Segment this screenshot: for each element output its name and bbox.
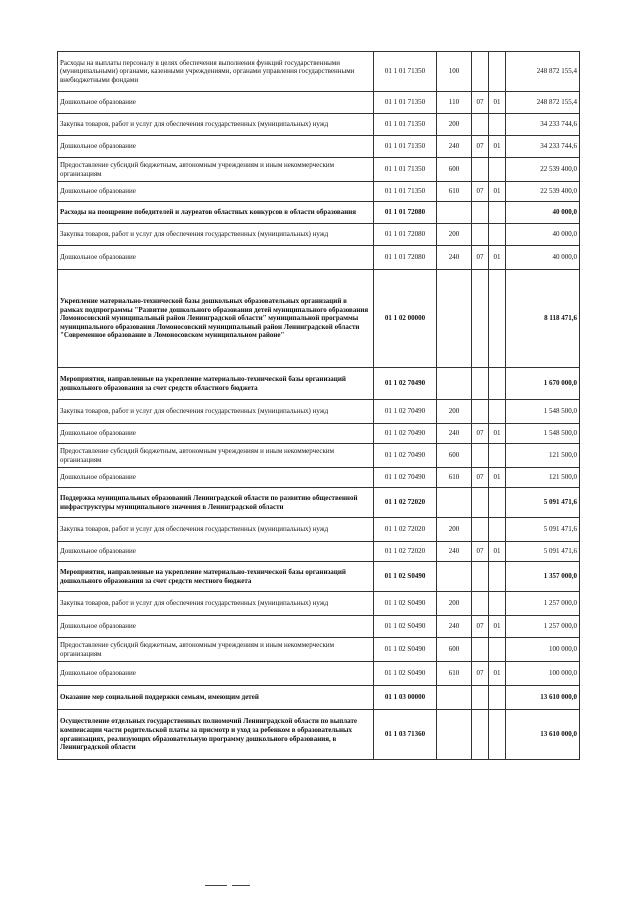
row-expense-type: 240 (437, 616, 472, 638)
row-target-code: 01 1 01 71350 (374, 52, 437, 92)
row-expense-type (437, 368, 472, 400)
row-section: 07 (472, 92, 489, 114)
row-section (472, 202, 489, 224)
row-subsection: 01 (489, 92, 506, 114)
row-amount: 34 233 744,6 (506, 114, 580, 136)
row-amount: 1 548 500,0 (506, 400, 580, 424)
row-subsection (489, 158, 506, 182)
row-subsection (489, 638, 506, 662)
row-name: Предоставление субсидий бюджетным, автономным учреждениям и иным некоммерческим организациям (58, 444, 374, 468)
table-row (58, 518, 580, 542)
row-expense-type: 240 (437, 424, 472, 444)
table-row (58, 368, 580, 400)
row-section (472, 400, 489, 424)
row-target-code: 01 1 01 71350 (374, 158, 437, 182)
table-row (58, 468, 580, 488)
table-row (58, 662, 580, 686)
row-target-code: 01 1 02 S0490 (374, 562, 437, 592)
row-target-code: 01 1 02 70490 (374, 468, 437, 488)
row-amount: 1 357 000,0 (506, 562, 580, 592)
row-section (472, 114, 489, 136)
row-section (472, 158, 489, 182)
budget-table (57, 51, 580, 760)
row-subsection (489, 592, 506, 616)
row-name: Осуществление отдельных государственных полномочий Ленинградской области по выплате компенсации части родительской платы за присмотр и уход за ребенком в образовательных организациях, реализующих образовательную программу дошкольного образования, в Ленинградской области (58, 710, 374, 760)
row-expense-type: 240 (437, 246, 472, 270)
table-row (58, 246, 580, 270)
row-amount: 34 233 744,6 (506, 136, 580, 158)
row-expense-type (437, 270, 472, 368)
row-name: Мероприятия, направленные на укрепление материально-технической базы организаций дошкольного образования за счет средств областного бюджета (58, 368, 374, 400)
row-subsection (489, 518, 506, 542)
row-target-code: 01 1 02 70490 (374, 368, 437, 400)
row-name: Закупка товаров, работ и услуг для обеспечения государственных (муниципальных) нужд (58, 114, 374, 136)
budget-table-body (58, 52, 580, 760)
row-amount: 1 257 000,0 (506, 616, 580, 638)
row-target-code: 01 1 01 71350 (374, 92, 437, 114)
row-target-code: 01 1 01 71350 (374, 114, 437, 136)
row-subsection (489, 400, 506, 424)
row-target-code: 01 1 01 71350 (374, 136, 437, 158)
row-amount: 121 500,0 (506, 444, 580, 468)
row-amount: 100 000,0 (506, 662, 580, 686)
table-row (58, 592, 580, 616)
row-expense-type: 200 (437, 114, 472, 136)
row-subsection: 01 (489, 616, 506, 638)
row-subsection: 01 (489, 542, 506, 562)
row-section: 07 (472, 246, 489, 270)
row-name: Дошкольное образование (58, 92, 374, 114)
row-subsection: 01 (489, 182, 506, 202)
row-amount: 5 091 471,6 (506, 542, 580, 562)
table-row (58, 488, 580, 518)
row-subsection: 01 (489, 662, 506, 686)
row-subsection: 01 (489, 468, 506, 488)
table-row (58, 136, 580, 158)
row-section (472, 224, 489, 246)
row-expense-type: 600 (437, 444, 472, 468)
row-amount: 1 257 000,0 (506, 592, 580, 616)
table-row (58, 424, 580, 444)
row-expense-type: 200 (437, 518, 472, 542)
row-section (472, 686, 489, 710)
table-row (58, 52, 580, 92)
row-amount: 8 118 471,6 (506, 270, 580, 368)
row-amount: 40 000,0 (506, 202, 580, 224)
row-expense-type: 600 (437, 158, 472, 182)
row-target-code: 01 1 01 72080 (374, 202, 437, 224)
row-section: 07 (472, 616, 489, 638)
row-target-code: 01 1 02 72020 (374, 488, 437, 518)
row-name: Предоставление субсидий бюджетным, автономным учреждениям и иным некоммерческим организациям (58, 638, 374, 662)
row-target-code: 01 1 02 70490 (374, 444, 437, 468)
row-target-code: 01 1 02 S0490 (374, 592, 437, 616)
row-amount: 22 539 400,0 (506, 158, 580, 182)
row-expense-type (437, 202, 472, 224)
table-row (58, 638, 580, 662)
table-row (58, 92, 580, 114)
row-section: 07 (472, 542, 489, 562)
table-row (58, 710, 580, 760)
row-target-code: 01 1 02 S0490 (374, 638, 437, 662)
row-expense-type (437, 488, 472, 518)
row-section: 07 (472, 182, 489, 202)
footer-mark (232, 885, 250, 886)
table-row (58, 182, 580, 202)
row-name: Поддержка муниципальных образований Ленинградской области по развитию общественной инфраструктуры муниципального значения в Ленинградской области (58, 488, 374, 518)
row-expense-type: 610 (437, 182, 472, 202)
row-subsection (489, 488, 506, 518)
table-row (58, 562, 580, 592)
row-name: Дошкольное образование (58, 246, 374, 270)
row-amount: 248 872 155,4 (506, 52, 580, 92)
row-target-code: 01 1 01 72080 (374, 224, 437, 246)
row-subsection (489, 114, 506, 136)
row-target-code: 01 1 02 S0490 (374, 616, 437, 638)
row-subsection: 01 (489, 246, 506, 270)
row-section (472, 488, 489, 518)
row-section: 07 (472, 136, 489, 158)
row-expense-type: 240 (437, 136, 472, 158)
row-subsection (489, 270, 506, 368)
row-subsection (489, 686, 506, 710)
row-subsection (489, 368, 506, 400)
row-section: 07 (472, 424, 489, 444)
row-amount: 40 000,0 (506, 224, 580, 246)
row-section (472, 270, 489, 368)
row-section: 07 (472, 662, 489, 686)
row-target-code: 01 1 03 71360 (374, 710, 437, 760)
row-name: Дошкольное образование (58, 616, 374, 638)
row-name: Укрепление материально-технической базы дошкольных образовательных организаций в рамках подпрограммы "Развитие дошкольного образования детей муниципального образования Ломоносовский муниципальный район Ленинградской области" муниципальной программы муниципального образования Ломоносовский муниципальный район Ленинградской области "Современное образование в Ломоносовском муниципальном районе" (58, 270, 374, 368)
row-name: Закупка товаров, работ и услуг для обеспечения государственных (муниципальных) нужд (58, 224, 374, 246)
row-section (472, 444, 489, 468)
row-name: Мероприятия, направленные на укрепление материально-технической базы организаций дошкольного образования за счет средств местного бюджета (58, 562, 374, 592)
row-name: Дошкольное образование (58, 182, 374, 202)
row-subsection (489, 444, 506, 468)
row-section (472, 592, 489, 616)
row-amount: 22 539 400,0 (506, 182, 580, 202)
footer-mark (205, 885, 227, 886)
row-name: Дошкольное образование (58, 468, 374, 488)
row-expense-type: 610 (437, 662, 472, 686)
row-expense-type: 100 (437, 52, 472, 92)
row-target-code: 01 1 02 70490 (374, 400, 437, 424)
row-subsection (489, 52, 506, 92)
row-name: Закупка товаров, работ и услуг для обеспечения государственных (муниципальных) нужд (58, 400, 374, 424)
row-target-code: 01 1 02 S0490 (374, 662, 437, 686)
row-name: Расходы на поощрение победителей и лауреатов областных конкурсов в области образования (58, 202, 374, 224)
row-target-code: 01 1 01 71350 (374, 182, 437, 202)
row-name: Закупка товаров, работ и услуг для обеспечения государственных (муниципальных) нужд (58, 518, 374, 542)
table-row (58, 616, 580, 638)
row-amount: 5 091 471,6 (506, 488, 580, 518)
row-target-code: 01 1 01 72080 (374, 246, 437, 270)
row-target-code: 01 1 02 00000 (374, 270, 437, 368)
row-expense-type: 200 (437, 400, 472, 424)
row-amount: 100 000,0 (506, 638, 580, 662)
row-subsection (489, 224, 506, 246)
row-name: Дошкольное образование (58, 136, 374, 158)
row-name: Расходы на выплаты персоналу в целях обеспечения выполнения функций государственными (муниципальными) органами, казенными учреждениями, органами управления государственными внебюджетными фондами (58, 52, 374, 92)
row-name: Дошкольное образование (58, 662, 374, 686)
row-expense-type: 240 (437, 542, 472, 562)
row-section (472, 368, 489, 400)
row-section (472, 638, 489, 662)
row-target-code: 01 1 03 00000 (374, 686, 437, 710)
row-section (472, 52, 489, 92)
row-amount: 1 548 500,0 (506, 424, 580, 444)
row-expense-type: 600 (437, 638, 472, 662)
row-name: Дошкольное образование (58, 424, 374, 444)
table-row (58, 542, 580, 562)
row-expense-type (437, 710, 472, 760)
row-amount: 121 500,0 (506, 468, 580, 488)
row-name: Дошкольное образование (58, 542, 374, 562)
row-section (472, 518, 489, 542)
row-expense-type: 610 (437, 468, 472, 488)
row-expense-type (437, 562, 472, 592)
row-amount: 5 091 471,6 (506, 518, 580, 542)
row-target-code: 01 1 02 72020 (374, 542, 437, 562)
row-amount: 40 000,0 (506, 246, 580, 270)
row-expense-type: 200 (437, 224, 472, 246)
row-section (472, 562, 489, 592)
table-row (58, 444, 580, 468)
row-subsection (489, 710, 506, 760)
row-amount: 248 872 155,4 (506, 92, 580, 114)
row-subsection (489, 562, 506, 592)
table-row (58, 224, 580, 246)
table-row (58, 270, 580, 368)
row-amount: 1 670 000,0 (506, 368, 580, 400)
row-name: Оказание мер социальной поддержки семьям, имеющим детей (58, 686, 374, 710)
row-section (472, 710, 489, 760)
row-amount: 13 610 000,0 (506, 710, 580, 760)
row-expense-type (437, 686, 472, 710)
table-row (58, 400, 580, 424)
row-amount: 13 610 000,0 (506, 686, 580, 710)
row-target-code: 01 1 02 72020 (374, 518, 437, 542)
row-subsection: 01 (489, 424, 506, 444)
row-name: Закупка товаров, работ и услуг для обеспечения государственных (муниципальных) нужд (58, 592, 374, 616)
row-name: Предоставление субсидий бюджетным, автономным учреждениям и иным некоммерческим организациям (58, 158, 374, 182)
table-row (58, 114, 580, 136)
table-row (58, 686, 580, 710)
row-subsection: 01 (489, 136, 506, 158)
row-section: 07 (472, 468, 489, 488)
row-target-code: 01 1 02 70490 (374, 424, 437, 444)
table-row (58, 202, 580, 224)
row-expense-type: 110 (437, 92, 472, 114)
table-row (58, 158, 580, 182)
row-subsection (489, 202, 506, 224)
row-expense-type: 200 (437, 592, 472, 616)
